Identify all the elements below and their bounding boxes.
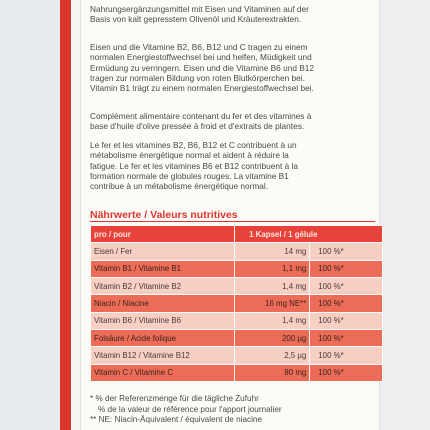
text-line: Nahrungsergänzungsmittel mit Eisen und Vitaminen auf der	[90, 4, 309, 14]
text-line: tragen zur normalen Bildung von roten Blutkörperchen bei.	[90, 72, 305, 83]
nutrient-rdi: 100 %*	[310, 347, 383, 364]
nutrient-name: Vitamin B2 / Vitamine B2	[91, 278, 235, 295]
table-row	[91, 278, 383, 295]
table-row	[91, 260, 383, 277]
text-line: fatigue. Le fer et les vitamines B6 et B12 contribuent à la	[90, 160, 299, 171]
table-row	[91, 347, 383, 364]
nutrition-title: Nährwerte / Valeurs nutritives	[90, 209, 238, 221]
header-dose: 1 Kapsel / 1 gélule	[235, 226, 383, 243]
text-line: contribue à un métabolisme énergétique normal.	[90, 181, 269, 192]
french-intro	[90, 111, 374, 132]
nutrient-name: Vitamin B1 / Vitamine B1	[91, 260, 235, 277]
table-row	[91, 364, 383, 381]
text-line: normalen Energiestoffwechsel bei und helfen, Müdigkeit und	[90, 52, 312, 63]
nutrient-rdi: 100 %*	[310, 312, 383, 329]
nutrient-rdi: 100 %*	[310, 278, 383, 295]
nutrient-name: Vitamin B12 / Vitamine B12	[91, 347, 235, 364]
box-left-edge	[0, 0, 67, 430]
header-per: pro / pour	[91, 226, 235, 243]
table-row	[91, 243, 383, 260]
nutrient-rdi: 100 %*	[310, 364, 383, 381]
nutrient-amount: 80 mg	[235, 364, 310, 381]
nutrition-table	[90, 225, 383, 382]
text-line: base d'huile d'olive pressée à froid et d'extraits de plantes.	[90, 121, 305, 132]
nutrient-amount: 1,4 mg	[235, 278, 310, 295]
nutrient-amount: 1,1 mg	[235, 260, 310, 277]
nutrient-amount: 16 mg NE**	[235, 295, 310, 312]
german-claims	[90, 42, 374, 93]
red-side-strip	[60, 0, 71, 430]
text-line: Le fer et les vitamines B2, B6, B12 et C contribuent à un	[90, 140, 297, 150]
text-line: formation normale de globules rouges. La vitamine B1	[90, 170, 289, 181]
nutrient-amount: 200 µg	[235, 330, 310, 347]
nutrient-rdi: 100 %*	[310, 295, 383, 312]
title-underline	[90, 221, 375, 222]
nutrient-amount: 14 mg	[235, 243, 310, 260]
nutrient-name: Niacin / Niacine	[91, 295, 235, 312]
footnotes	[90, 394, 282, 426]
french-claims	[90, 140, 374, 191]
text-line: Basis von kalt gepresstem Olivenöl und Kräuterextrakten.	[90, 14, 302, 25]
footnote-line: * % der Referenzmenge für die tägliche Zufuhr	[90, 394, 259, 403]
nutrient-name: Folsäure / Acide folique	[91, 330, 235, 347]
text-line: Ermüdung zu verringern. Eisen und die Vitamine B6 und B12	[90, 62, 314, 73]
text-line: métabolisme énergétique normal et aident à réduire la	[90, 150, 289, 161]
text-line: Complément alimentaire contenant du fer et des vitamines à	[90, 111, 312, 121]
table-row	[91, 330, 383, 347]
nutrient-name: Eisen / Fer	[91, 243, 235, 260]
footnote-line: % de la valeur de référence pour l'apport journalier	[98, 404, 282, 414]
footnote-line: ** NE: Niacin-Äquivalent / équivalent de niacine	[90, 415, 263, 424]
table-row	[91, 295, 383, 312]
nutrient-name: Vitamin C / Vitamine C	[91, 364, 235, 381]
text-line: Eisen und die Vitamine B2, B6, B12 und C tragen zu einem	[90, 42, 308, 52]
text-line: Vitamin B1 trägt zu einem normalen Energiestoffwechsel bei.	[90, 83, 314, 94]
nutrient-name: Vitamin B6 / Vitamine B6	[91, 312, 235, 329]
nutrient-amount: 1,4 mg	[235, 312, 310, 329]
nutrient-rdi: 100 %*	[310, 243, 383, 260]
table-header-row	[91, 226, 383, 243]
german-intro	[90, 4, 374, 25]
table-row	[91, 312, 383, 329]
nutrient-rdi: 100 %*	[310, 260, 383, 277]
nutrient-amount: 2,5 µg	[235, 347, 310, 364]
nutrient-rdi: 100 %*	[310, 330, 383, 347]
